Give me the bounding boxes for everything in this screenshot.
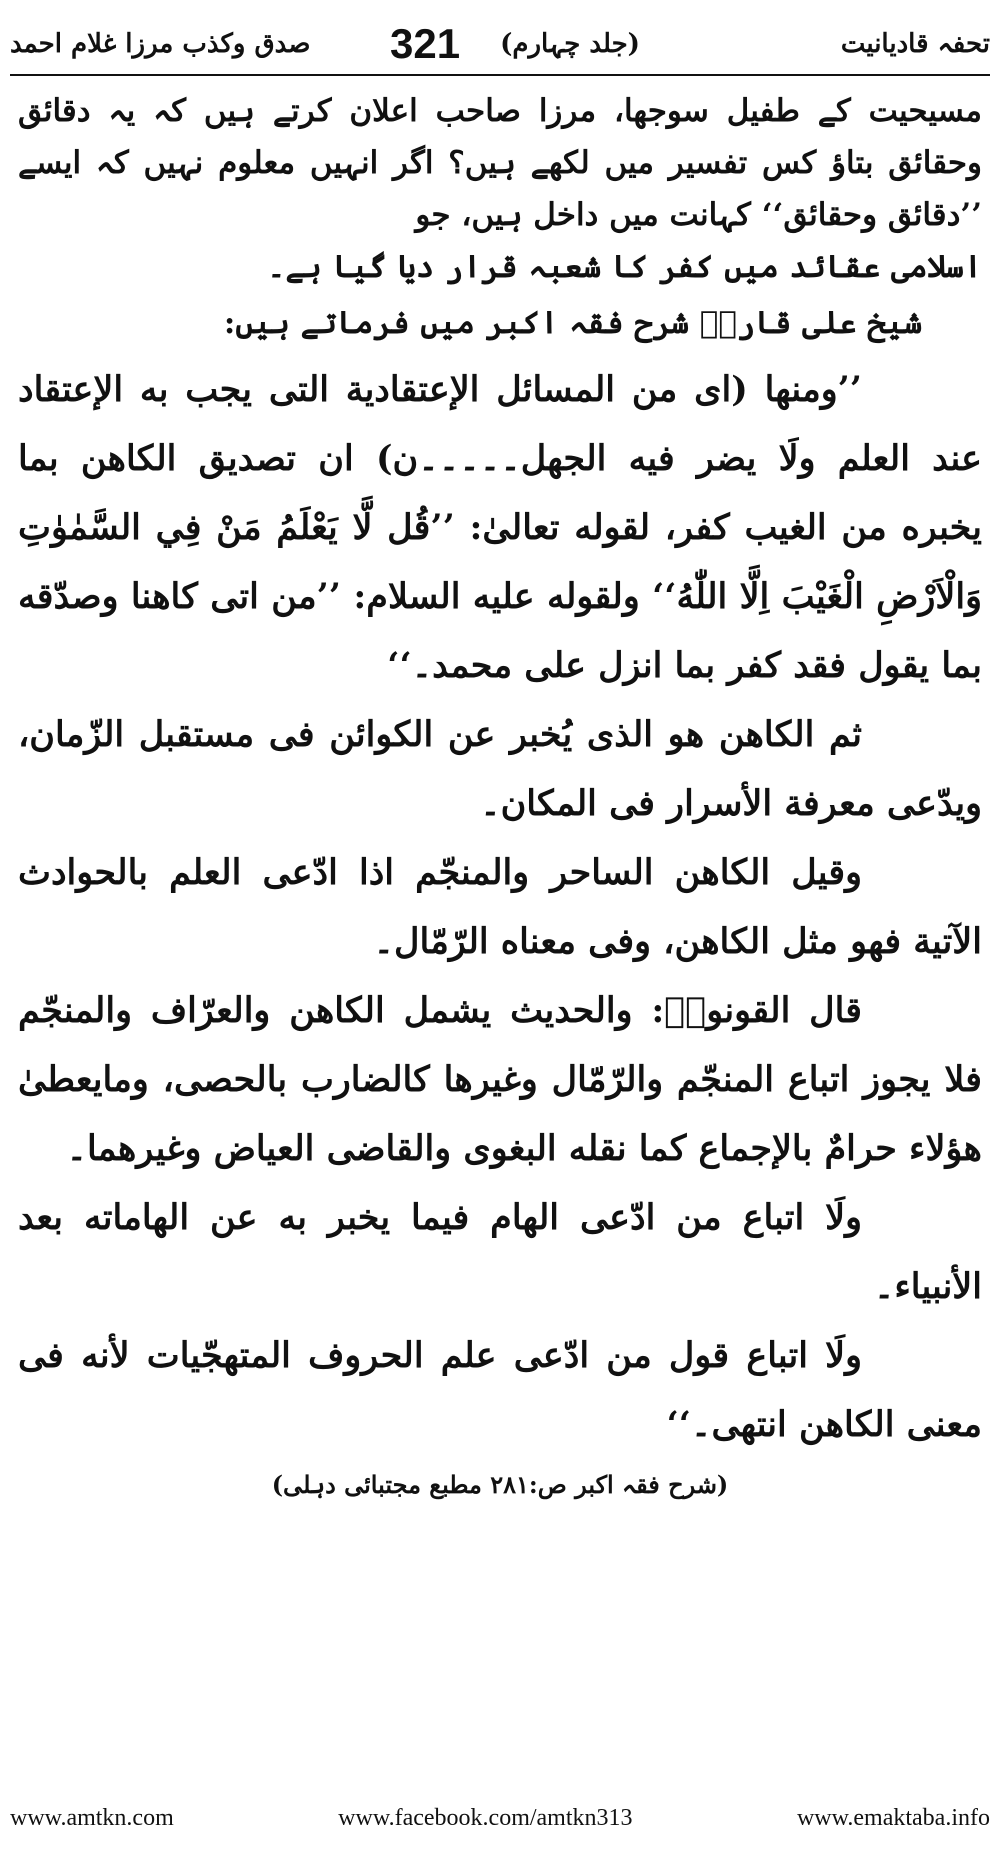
citation: (شرح فقہ اکبر ص:۲۸۱ مطبع مجتبائی دہلی): [271, 1470, 729, 1499]
page-footer: [10, 1796, 990, 1840]
footer-link-facebook[interactable]: www.facebook.com/amtkn313: [338, 1804, 633, 1831]
arabic-quote-1: ’’ومنها (ای من المسائل الإعتقادية التی يجب به الإعتقاد عند العلم ولَا يضر فيه الجهل۔۔۔۔۔ن) ان تصديق الكاهن بما يخبره من الغيب كفر، لقوله تعالیٰ: ’’قُل لَّا يَعْلَمُ مَنْ فِي السَّمٰوٰتِ وَالْاَرْضِ الْغَيْبَ اِلَّا اللّٰهُ‘‘ ولقوله عليه السلام: ’’من اتی كاهنا وصدّقه بما يقول فقد كفر بما انزل علی محمد۔‘‘: [18, 369, 982, 686]
arabic-quote-6: ولَا اتباع قول من ادّعی علم الحروف المتهجّيات لأنه فی معنی الكاهن انتهی۔‘‘: [18, 1335, 982, 1445]
arabic-quote-2: ثم الكاهن هو الذی يُخبر عن الكوائن فی مستقبل الزّمان، ويدّعی معرفة الأسرار فی المكان۔: [18, 714, 982, 824]
header-chapter-title: صدق وکذب مرزا غلام احمد: [10, 29, 311, 59]
quote-intro: شیخ علی قاریؒ شرح فقہ اکبر میں فرماتے ہیں:: [223, 305, 922, 341]
page-header: [10, 14, 990, 76]
header-volume: (جلد چہارم): [500, 29, 640, 59]
footer-link-amtkn[interactable]: www.amtkn.com: [10, 1804, 174, 1831]
arabic-quote-4: قال القونویؒ: والحديث يشمل الكاهن والعرّاف والمنجّم فلا يجوز اتباع المنجّم والرّمّال وغيرها كالضارب بالحصی، ومايعطیٰ هؤلاء حرامٌ بالإجماع كما نقله البغوی والقاضی العياض وغيرهما۔: [18, 990, 982, 1169]
page-number: 321: [390, 20, 461, 67]
header-book-title: تحفہ قادیانیت: [840, 29, 990, 59]
footer-link-emaktaba[interactable]: www.emaktaba.info: [796, 1804, 990, 1831]
header-center: [390, 20, 640, 68]
arabic-quote-3: وقيل الكاهن الساحر والمنجّم اذا ادّعی العلم بالحوادث الآتية فهو مثل الكاهن، وفی معناه الرّمّال۔: [18, 852, 982, 962]
urdu-paragraph-tail: اسلامی عقائد میں کفر کا شعبہ قرار دیا گیا ہے۔: [267, 249, 982, 285]
arabic-quote-5: ولَا اتباع من ادّعی الهام فيما يخبر به عن الهاماته بعد الأنبياء۔: [18, 1197, 982, 1307]
urdu-paragraph: مسیحیت کے طفیل سوجھا، مرزا صاحب اعلان کرتے ہیں کہ یہ دقائق وحقائق بتاؤ کس تفسیر میں لکھے ہیں؟ اگر انہیں معلوم نہیں کہ ایسے ’’دقائق وحقائق‘‘ کہانت میں داخل ہیں، جو: [18, 93, 982, 233]
page-content: [18, 85, 982, 1505]
